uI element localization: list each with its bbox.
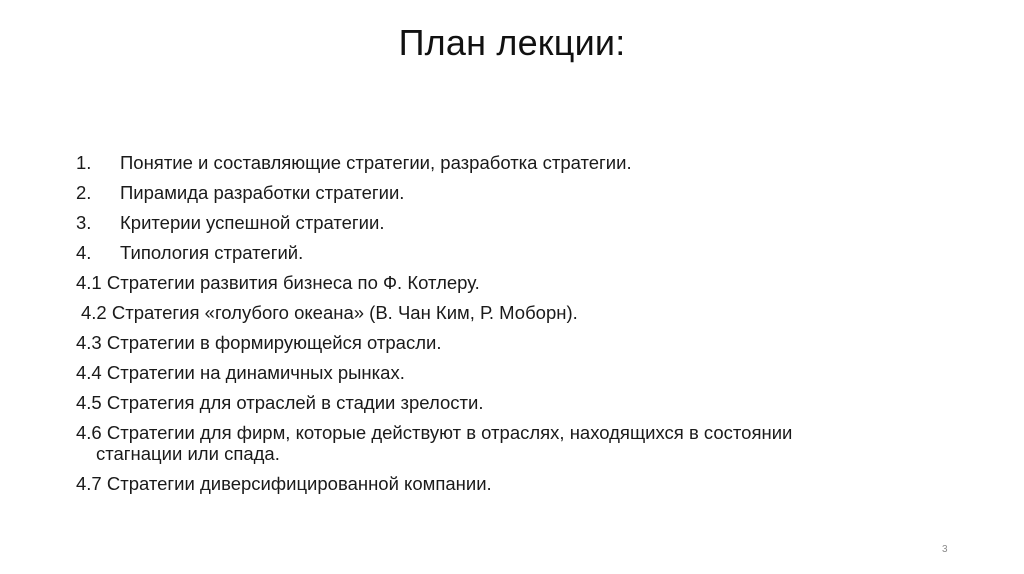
list-item-4-5 [76,392,956,414]
item-number: 4.4 [76,362,102,383]
item-text: Стратегии в формирующейся отрасли. [106,332,442,353]
lecture-plan-list [76,152,956,503]
list-item-4 [76,242,956,264]
item-text: Стратегии развития бизнеса по Ф. Котлеру. [106,272,480,293]
item-text: Стратегия для отраслей в стадии зрелости. [106,392,484,413]
slide-title: План лекции: [398,22,626,63]
list-item-4-3 [76,332,956,354]
item-number: 4.6 [76,422,102,443]
list-item-2 [76,182,956,204]
page-number: 3 [942,544,948,555]
item-number: 4.5 [76,392,102,413]
item-number: 1. [76,152,92,173]
item-text: Понятие и составляющие стратегии, разработка стратегии. [120,152,632,173]
item-text: Стратегии на динамичных рынках. [106,362,405,383]
list-item-4-2 [76,302,956,324]
item-text: Типология стратегий. [120,242,304,263]
item-text-continuation: стагнации или спада. [96,443,280,464]
item-number: 4. [76,242,92,263]
item-text: Стратегии диверсифицированной компании. [106,473,492,494]
item-text: Стратегии для фирм, которые действуют в отраслях, находящихся в состоянии [106,422,793,443]
list-item-4-1 [76,272,956,294]
item-number: 4.3 [76,332,102,353]
item-text: Критерии успешной стратегии. [120,212,385,233]
list-item-1 [76,152,956,174]
list-item-4-6 [76,422,956,465]
list-item-4-7 [76,473,956,495]
item-number: 3. [76,212,92,233]
item-text: Стратегия «голубого океана» (В. Чан Ким, Р. Моборн). [111,302,578,323]
item-number: 2. [76,182,92,203]
item-number: 4.2 [81,302,107,323]
item-text: Пирамида разработки стратегии. [120,182,405,203]
item-number: 4.1 [76,272,102,293]
item-number: 4.7 [76,473,102,494]
list-item-3 [76,212,956,234]
list-item-4-4 [76,362,956,384]
